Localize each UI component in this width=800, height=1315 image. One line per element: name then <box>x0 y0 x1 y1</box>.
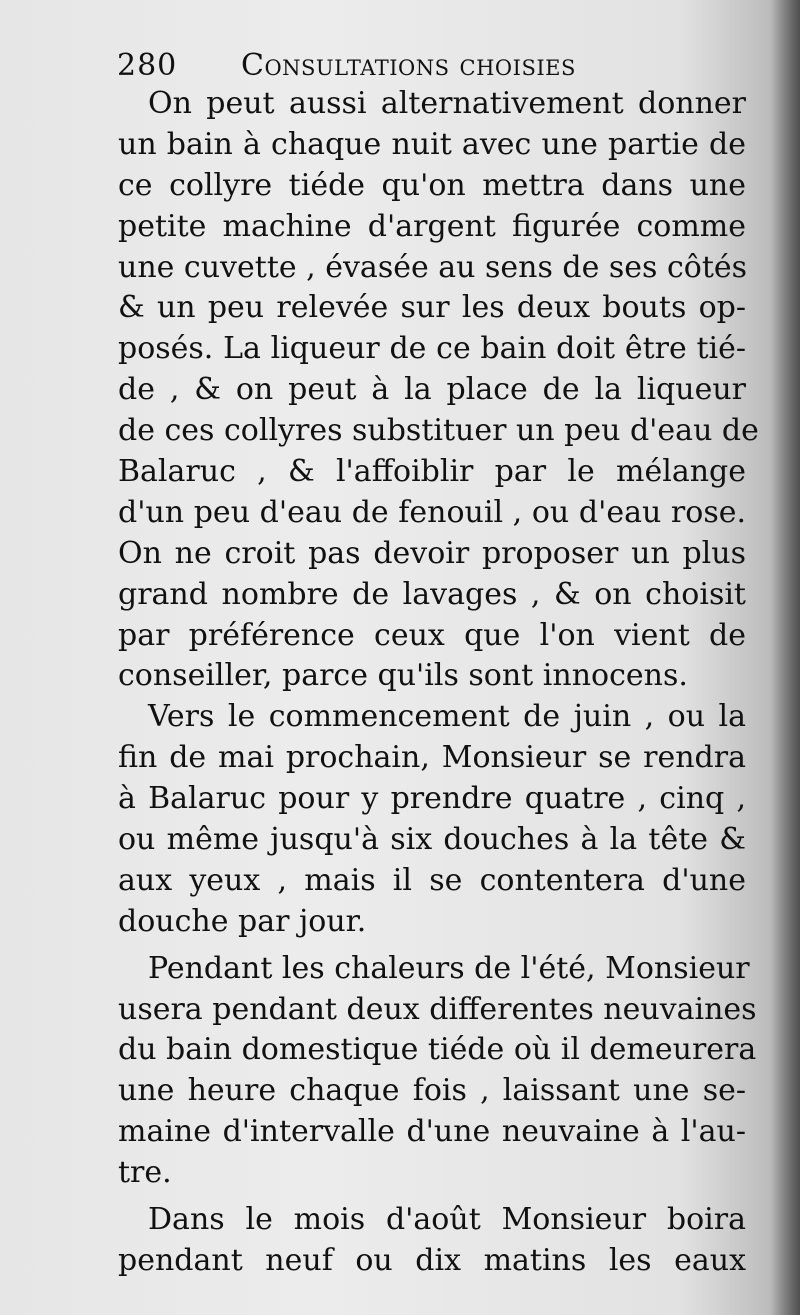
text-line: de , & on peut à la place de la liqueur <box>118 372 746 408</box>
text-line: & un peu relevée sur les deux bouts op- <box>118 290 746 326</box>
text-line: une heure chaque fois , laissant une se- <box>118 1073 746 1109</box>
text-line: douche par jour. <box>118 903 367 939</box>
text-line: du bain domestique tiéde où il demeurera <box>118 1032 757 1068</box>
text-line: posés. La liqueur de ce bain doit être tié- <box>118 331 746 367</box>
text-line: de ces collyres substituer un peu d'eau de <box>118 413 759 449</box>
paragraph <box>118 697 746 942</box>
running-title: Consultations choisies <box>241 48 576 83</box>
text-line: Pendant les chaleurs de l'été, Monsieur <box>148 950 750 986</box>
page-number: 280 <box>117 48 178 83</box>
text-line: Dans le mois d'août Monsieur boira <box>148 1202 746 1238</box>
text-line: Vers le commencement de juin , ou la <box>148 699 746 735</box>
text-line: usera pendant deux differentes neuvaines <box>118 991 757 1027</box>
text-line: à Balaruc pour y prendre quatre , cinq , <box>118 781 746 817</box>
text-line: maine d'intervalle d'une neuvaine à l'au- <box>118 1114 746 1150</box>
paragraph <box>118 949 757 1194</box>
text-line: On peut aussi alternativement donner <box>148 86 746 121</box>
paragraph <box>118 84 759 697</box>
text-line: par préférence ceux que l'on vient de <box>118 617 746 653</box>
page-header <box>117 48 637 88</box>
text-line: On ne croit pas devoir proposer un plus <box>118 535 746 571</box>
text-line: ou même jusqu'à six douches à la tête & <box>118 822 746 858</box>
text-line: d'un peu d'eau de fenouil , ou d'eau rose. <box>118 494 746 530</box>
paragraph <box>118 1200 746 1282</box>
text-line: conseiller, parce qu'ils sont innocens. <box>118 658 688 694</box>
text-line: ce collyre tiéde qu'on mettra dans une <box>118 167 746 203</box>
text-line: tre. <box>118 1155 172 1191</box>
text-line: pendant neuf ou dix matins les eaux <box>118 1242 746 1278</box>
text-line: aux yeux , mais il se contentera d'une <box>118 862 746 898</box>
text-line: fin de mai prochain, Monsieur se rendra <box>118 740 746 776</box>
text-line: un bain à chaque nuit avec une partie de <box>118 126 746 162</box>
text-line: petite machine d'argent figurée comme <box>118 208 746 244</box>
spine-shadow <box>772 0 800 1315</box>
text-line: une cuvette , évasée au sens de ses côtés <box>118 249 748 285</box>
text-line: Balaruc , & l'affoiblir par le mélange <box>118 454 746 490</box>
text-line: grand nombre de lavages , & on choisit <box>118 576 746 612</box>
body-text <box>118 84 759 1282</box>
